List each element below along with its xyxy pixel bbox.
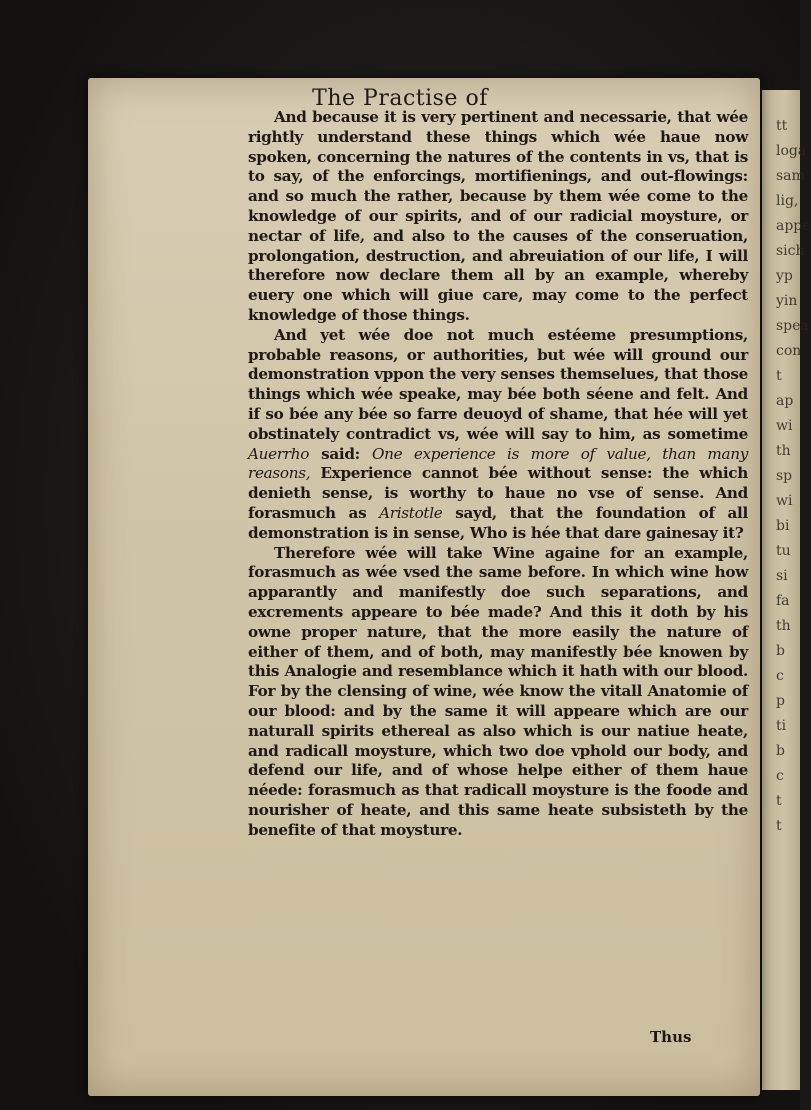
italic-name-aristotle: Aristotle (379, 503, 443, 522)
paragraph-1: And because it is very pertinent and necessarie, that wée rightly understand these things which wée haue now spoken, concerning the natures of the contents in vs, that is to say, of the enforcings, mortifienings, and out-flowings: and so much the rather, because by them wée come to the knowledge of our spirits, and of our radicial moysture, or nectar of life, and also to the causes of the conseruation, prolongation, destruction, and abreuiation of our life, I will therefore now declare them all by an example, whereby euery one which will giue care, may come to the perfect knowledge of those things. (248, 108, 748, 324)
running-head: The Practise of (312, 86, 488, 111)
italic-name-auerrho: Auerrho (248, 444, 310, 463)
italic-quotation: One experience is more of value, than many reasons, (248, 444, 748, 483)
body-text (248, 108, 748, 840)
adjacent-page-edge (762, 90, 811, 1090)
paragraph-2: And yet wée doe not much estéeme presumptions, probable reasons, or authorities, but wée will ground our demonstration vppon the very senses themselues, that those things which wée speake, may bée both séene and felt. And if so bée any bée so farre deuoyd of shame, that hée will yet obstinately contradict vs, wée will say to him, as sometime Auerrho said: One experience is more of value, than many reasons, Experience cannot bée without sense: the which denieth sense, is worthy to haue no vse of sense. And forasmuch as Aristotle sayd, that the foundation of all demonstration is in sense, Who is hée that dare gainesay it? (248, 325, 748, 542)
catchword: Thus (650, 1028, 692, 1046)
paragraph-3: Therefore wée will take Wine againe for an example, forasmuch as wée vsed the same before. In which wine how apparantly and manifestly doe such separations, and excrements appeare to bée made? And this it doth by his owne proper nature, that the more easily the nature of either of them, and of both, may manifestly bée knowen by this Analogie and resemblance which it hath with our blood. For by the clensing of wine, wée know the vitall Anatomie of our blood: and by the same it will appeare which are our naturall spirits ethereal as also which is our natiue heate, and radicall moysture, which two doe vphold our body, and defend our life, and of whose helpe either of them haue néede: forasmuch as that radicall moysture is the foode and nourisher of heate, and this same heate subsisteth by the benefite of that moysture. (248, 543, 748, 839)
adjacent-page-text-fragment: tt loga sam lig, appe sich yp yin spea con t ap wi th sp wi bi tu si fa th b c p ti b c t t (776, 118, 811, 834)
